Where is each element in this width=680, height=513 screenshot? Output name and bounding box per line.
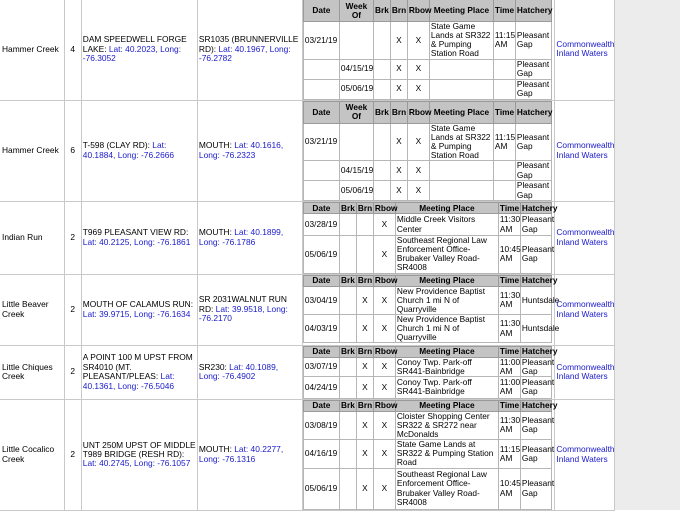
schedule-brn: X <box>356 376 373 398</box>
schedule-hatchery: Pleasant Gap <box>520 468 551 509</box>
schedule-brk <box>339 376 356 398</box>
schedule-brk <box>373 161 390 181</box>
schedule-table <box>303 202 558 274</box>
schedule-time <box>493 79 515 99</box>
col-header-meeting-place: Meeting Place <box>395 400 498 411</box>
schedule-brn: X <box>356 411 373 439</box>
agency-link[interactable]: Commonwealth Inland Waters <box>556 299 615 319</box>
agency-cell <box>555 274 615 345</box>
schedule-date: 03/21/19 <box>303 22 339 60</box>
end-coordinates-link[interactable]: Lat: 39.9518, Long: -76.2170 <box>198 303 288 324</box>
schedule-place: Conoy Twp. Park-off SR441-Bainbridge <box>395 376 498 398</box>
schedule-date: 03/21/19 <box>303 123 339 161</box>
schedule-brk <box>373 181 390 201</box>
schedule-brk <box>373 22 390 60</box>
water-row <box>0 202 615 275</box>
col-header-brk: Brk <box>373 101 390 123</box>
schedule-brn: X <box>356 357 373 376</box>
schedule-time: 11:30 AM <box>498 314 520 342</box>
schedule-cell <box>302 100 554 202</box>
schedule-row <box>303 181 551 201</box>
start-description: UNT 250M UPST OF MIDDLE T989 BRIDGE (RESH RD): <box>82 439 196 459</box>
stocking-count: 2 <box>64 345 81 399</box>
section-start <box>81 274 197 345</box>
section-start <box>81 100 197 202</box>
col-header-rbow: Rbow <box>374 400 398 411</box>
agency-cell <box>555 345 615 399</box>
col-header-hatchery: Hatchery <box>515 101 551 123</box>
schedule-place: New Providence Baptist Church 1 mi N of Quarryville <box>395 314 498 342</box>
col-header-hatchery: Hatchery <box>521 202 558 213</box>
agency-link[interactable]: Commonwealth Inland Waters <box>556 38 615 59</box>
schedule-date: 04/16/19 <box>303 440 339 468</box>
schedule-hatchery: Pleasant Gap <box>521 214 555 234</box>
schedule-place <box>429 59 493 79</box>
schedule-hatchery: Pleasant Gap <box>521 356 555 376</box>
schedule-row <box>303 214 551 236</box>
start-coordinates-link[interactable]: Lat: 40.1361, Long: -76.5046 <box>82 371 175 391</box>
section-start <box>81 0 197 100</box>
schedule-place: State Game Lands at SR322 & Pumping Station Road <box>395 440 498 468</box>
start-description: DAM SPEEDWELL FORGE LAKE: <box>82 34 187 54</box>
schedule-week <box>339 22 373 60</box>
schedule-time: 11:15 AM <box>498 440 520 468</box>
schedule-rbow: X <box>373 468 395 509</box>
schedule-row <box>303 468 551 509</box>
agency-link[interactable]: Commonwealth Inland Waters <box>556 227 615 247</box>
schedule-place <box>429 161 493 181</box>
schedule-table <box>303 400 558 510</box>
col-header-rbow: Rbow <box>407 0 429 22</box>
schedule-brn: X <box>356 468 373 509</box>
schedule-hatchery: Huntsdale <box>520 314 551 342</box>
section-end <box>197 202 302 275</box>
start-coordinates-link[interactable]: Lat: 40.2023, Long: -76.3052 <box>82 43 182 63</box>
col-header-brn: Brn <box>357 400 373 411</box>
schedule-table <box>303 101 552 202</box>
schedule-rbow: X <box>373 286 395 314</box>
schedule-brn <box>356 236 373 274</box>
schedule-time: 11:00 AM <box>499 356 521 376</box>
schedule-date <box>303 181 339 201</box>
schedule-cell <box>302 0 554 100</box>
section-start <box>81 202 197 275</box>
schedule-place: Cloister Shopping Center SR322 & SR272 near McDonalds <box>395 411 498 439</box>
col-header-week-of: Week Of <box>339 101 373 123</box>
schedule-rbow: X <box>373 440 395 468</box>
water-row <box>0 274 615 345</box>
stocking-count: 2 <box>64 399 81 510</box>
schedule-brk <box>339 314 356 342</box>
schedule-place <box>429 181 493 201</box>
schedule-date: 03/04/19 <box>303 286 339 314</box>
col-header-meeting-place: Meeting Place <box>395 275 498 286</box>
schedule-hatchery: Huntsdale <box>520 286 551 314</box>
col-header-brn: Brn <box>390 0 407 22</box>
col-header-time: Time <box>499 346 520 357</box>
stocking-count: 6 <box>64 100 81 202</box>
schedule-hatchery: Pleasant Gap <box>515 59 551 79</box>
schedule-rbow: X <box>373 411 395 439</box>
water-name: Hammer Creek <box>0 100 64 202</box>
schedule-hatchery: Pleasant Gap <box>515 22 551 60</box>
schedule-week: 05/06/19 <box>339 181 373 201</box>
start-coordinates-link[interactable]: Lat: 40.2125, Long: -76.1861 <box>82 236 191 247</box>
agency-link[interactable]: Commonwealth Inland Waters <box>556 140 615 160</box>
schedule-brn: X <box>390 79 407 99</box>
col-header-brn: Brn <box>357 275 373 286</box>
col-header-meeting-place: Meeting Place <box>429 0 493 22</box>
col-header-brn: Brn <box>357 346 373 357</box>
schedule-hatchery: Pleasant Gap <box>520 440 551 468</box>
schedule-row <box>303 357 551 376</box>
schedule-row <box>303 123 551 161</box>
schedule-time <box>493 181 515 201</box>
schedule-brn: X <box>390 59 407 79</box>
col-header-hatchery: Hatchery <box>521 275 558 286</box>
stocking-count: 2 <box>64 202 81 275</box>
schedule-brk <box>339 468 356 509</box>
stocking-count: 2 <box>64 274 81 345</box>
schedule-brk <box>339 411 356 439</box>
water-name: Hammer Creek <box>0 0 64 100</box>
end-description: MOUTH: <box>198 444 235 455</box>
schedule-row <box>303 22 551 60</box>
schedule-rbow: X <box>407 79 429 99</box>
schedule-row <box>303 59 551 79</box>
end-coordinates-link[interactable]: Lat: 40.1089, Long: -76.4902 <box>198 361 279 382</box>
schedule-rbow: X <box>407 22 429 60</box>
schedule-cell <box>302 345 558 399</box>
schedule-date: 03/28/19 <box>303 214 339 236</box>
schedule-brn: X <box>390 161 407 181</box>
col-header-brk: Brk <box>373 0 390 22</box>
col-header-time: Time <box>493 101 515 123</box>
schedule-brn: X <box>356 314 373 342</box>
schedule-hatchery: Pleasant Gap <box>521 377 555 397</box>
stocking-count: 4 <box>64 0 81 100</box>
schedule-brn: X <box>356 440 373 468</box>
col-header-brk: Brk <box>341 400 355 411</box>
schedule-rbow: X <box>373 214 395 236</box>
schedule-brn: X <box>390 123 407 161</box>
col-header-date: Date <box>303 101 339 123</box>
start-description: T969 PLEASANT VIEW RD: <box>82 227 189 238</box>
schedule-table <box>303 0 552 100</box>
col-header-hatchery: Hatchery <box>521 400 558 411</box>
schedule-place: Southeast Regional Law Enforcement Office-Brubaker Valley Road-SR4008 <box>395 236 498 274</box>
schedule-date: 05/06/19 <box>303 236 339 274</box>
schedule-hatchery: Pleasant Gap <box>515 161 551 181</box>
schedule-row <box>303 314 551 342</box>
col-header-date: Date <box>303 400 339 411</box>
end-coordinates-link[interactable]: Lat: 40.1899, Long: -76.1786 <box>198 227 284 247</box>
section-end <box>197 345 302 399</box>
schedule-cell <box>302 274 560 345</box>
schedule-rbow: X <box>373 314 395 342</box>
schedule-brk <box>373 123 390 161</box>
water-row <box>0 345 615 399</box>
water-row <box>0 0 615 100</box>
schedule-rbow: X <box>373 236 395 274</box>
schedule-place: Southeast Regional Law Enforcement Office-Brubaker Valley Road-SR4008 <box>395 468 498 509</box>
col-header-date: Date <box>303 0 339 22</box>
schedule-brk <box>373 79 390 99</box>
water-row <box>0 399 615 510</box>
schedule-hatchery: Pleasant Gap <box>515 79 551 99</box>
schedule-time: 11:30 AM <box>498 411 520 439</box>
schedule-place: New Providence Baptist Church 1 mi N of Quarryville <box>395 286 498 314</box>
schedule-date: 04/03/19 <box>303 314 339 342</box>
schedule-time <box>493 59 515 79</box>
col-header-date: Date <box>303 203 339 214</box>
section-end <box>197 0 302 100</box>
schedule-row <box>303 161 551 181</box>
page-margin <box>615 0 680 510</box>
schedule-hatchery: Pleasant Gap <box>520 236 551 274</box>
schedule-place: State Game Lands at SR322 & Pumping Station Road <box>429 22 493 60</box>
schedule-row <box>303 440 551 468</box>
water-name: Little Chiques Creek <box>0 345 64 399</box>
schedule-row <box>303 376 551 398</box>
schedule-brk <box>339 286 356 314</box>
schedule-time: 11:15 AM <box>493 123 515 161</box>
water-name: Little Cocalico Creek <box>0 399 64 510</box>
section-end <box>197 399 302 510</box>
col-header-rbow: Rbow <box>374 275 398 286</box>
schedule-cell <box>302 202 558 275</box>
schedule-week: 04/15/19 <box>339 59 373 79</box>
agency-link[interactable]: Commonwealth Inland Waters <box>556 444 615 464</box>
col-header-hatchery: Hatchery <box>521 346 558 357</box>
schedule-brn: X <box>390 181 407 201</box>
col-header-brn: Brn <box>357 202 373 213</box>
water-row <box>0 100 615 202</box>
schedule-time: 11:15 AM <box>493 22 515 60</box>
schedule-hatchery: Pleasant Gap <box>515 181 551 201</box>
schedule-brk <box>339 357 356 376</box>
schedule-time: 11:30 AM <box>499 214 521 234</box>
col-header-brk: Brk <box>341 202 355 213</box>
schedule-row <box>303 236 551 274</box>
col-header-meeting-place: Meeting Place <box>395 203 498 214</box>
water-name: Little Beaver Creek <box>0 274 64 345</box>
schedule-rbow: X <box>373 357 395 376</box>
schedule-time: 10:45 AM <box>498 236 520 274</box>
schedule-row <box>303 286 551 314</box>
col-header-date: Date <box>303 346 339 357</box>
schedule-table <box>303 346 558 399</box>
schedule-brn: X <box>390 22 407 60</box>
end-description: MOUTH: <box>198 227 235 238</box>
start-description: A POINT 100 M UPST FROM SR4010 (MT. PLEASANT/PLEAS: <box>82 352 193 382</box>
end-description: SR230: <box>198 361 230 372</box>
end-description: SR 2031WALNUT RUN RD: <box>198 294 287 314</box>
col-header-time: Time <box>499 202 520 213</box>
schedule-time: 11:00 AM <box>499 377 521 397</box>
schedule-row <box>303 79 551 99</box>
schedule-week: 04/15/19 <box>339 161 373 181</box>
schedule-place: State Game Lands at SR322 & Pumping Station Road <box>429 123 493 161</box>
schedule-brk <box>373 59 390 79</box>
schedule-brk <box>339 440 356 468</box>
schedule-date: 03/08/19 <box>303 411 339 439</box>
col-header-time: Time <box>493 0 515 22</box>
col-header-rbow: Rbow <box>374 202 398 213</box>
schedule-week: 05/06/19 <box>339 79 373 99</box>
agency-cell <box>555 399 615 510</box>
schedule-date <box>303 79 339 99</box>
schedule-place <box>429 79 493 99</box>
schedule-row <box>303 411 551 439</box>
schedule-brk <box>339 236 356 274</box>
col-header-rbow: Rbow <box>374 346 398 357</box>
col-header-week-of: Week Of <box>339 0 373 22</box>
col-header-rbow: Rbow <box>407 101 429 123</box>
col-header-time: Time <box>499 275 520 286</box>
col-header-date: Date <box>303 275 339 286</box>
col-header-meeting-place: Meeting Place <box>395 346 498 357</box>
schedule-place: Middle Creek Visitors Center <box>395 214 498 236</box>
schedule-table <box>303 275 560 344</box>
end-description: MOUTH: <box>198 140 235 151</box>
schedule-week <box>339 123 373 161</box>
schedule-hatchery: Pleasant Gap <box>515 123 551 161</box>
schedule-rbow: X <box>373 376 395 398</box>
start-coordinates-link[interactable]: Lat: 40.1884, Long: -76.2666 <box>82 140 175 160</box>
schedule-date <box>303 59 339 79</box>
section-start <box>81 399 197 510</box>
schedule-date <box>303 161 339 181</box>
col-header-brk: Brk <box>341 346 355 357</box>
section-end <box>197 100 302 202</box>
schedule-place: Conoy Twp. Park-off SR441-Bainbridge <box>395 357 498 376</box>
col-header-brk: Brk <box>341 275 355 286</box>
water-name: Indian Run <box>0 202 64 275</box>
start-description: MOUTH OF CALAMUS RUN: <box>82 299 194 310</box>
schedule-rbow: X <box>407 59 429 79</box>
schedule-time <box>493 161 515 181</box>
end-coordinates-link[interactable]: Lat: 40.1967, Long: -76.2782 <box>198 43 291 63</box>
schedule-brk <box>339 214 356 236</box>
schedule-date: 03/07/19 <box>303 357 339 376</box>
agency-cell <box>555 100 615 202</box>
schedule-time: 10:45 AM <box>498 468 520 509</box>
agency-link[interactable]: Commonwealth Inland Waters <box>556 361 615 382</box>
schedule-rbow: X <box>407 123 429 161</box>
schedule-rbow: X <box>407 161 429 181</box>
section-start <box>81 345 197 399</box>
end-description: SR1035 (BRUNNERVILLE RD): <box>198 34 299 54</box>
schedule-hatchery: Pleasant Gap <box>520 411 551 439</box>
col-header-time: Time <box>499 400 520 411</box>
agency-cell <box>555 0 615 100</box>
schedule-brn <box>356 214 373 236</box>
start-coordinates-link[interactable]: Lat: 39.9715, Long: -76.1634 <box>82 308 191 319</box>
section-end <box>197 274 302 345</box>
col-header-brn: Brn <box>390 101 407 123</box>
start-description: T-598 (CLAY RD): <box>82 140 153 151</box>
agency-cell <box>555 202 615 275</box>
schedule-date: 04/24/19 <box>303 376 339 398</box>
schedule-cell <box>302 399 558 510</box>
col-header-meeting-place: Meeting Place <box>429 101 493 123</box>
end-coordinates-link[interactable]: Lat: 40.1616, Long: -76.2323 <box>198 140 284 160</box>
schedule-time: 11:30 AM <box>498 286 520 314</box>
schedule-rbow: X <box>407 181 429 201</box>
end-coordinates-link[interactable]: Lat: 40.2277, Long: -76.1316 <box>198 444 284 464</box>
start-coordinates-link[interactable]: Lat: 40.2745, Long: -76.1057 <box>82 458 191 469</box>
schedule-brn: X <box>356 286 373 314</box>
col-header-hatchery: Hatchery <box>515 0 551 22</box>
schedule-date: 05/06/19 <box>303 468 339 509</box>
